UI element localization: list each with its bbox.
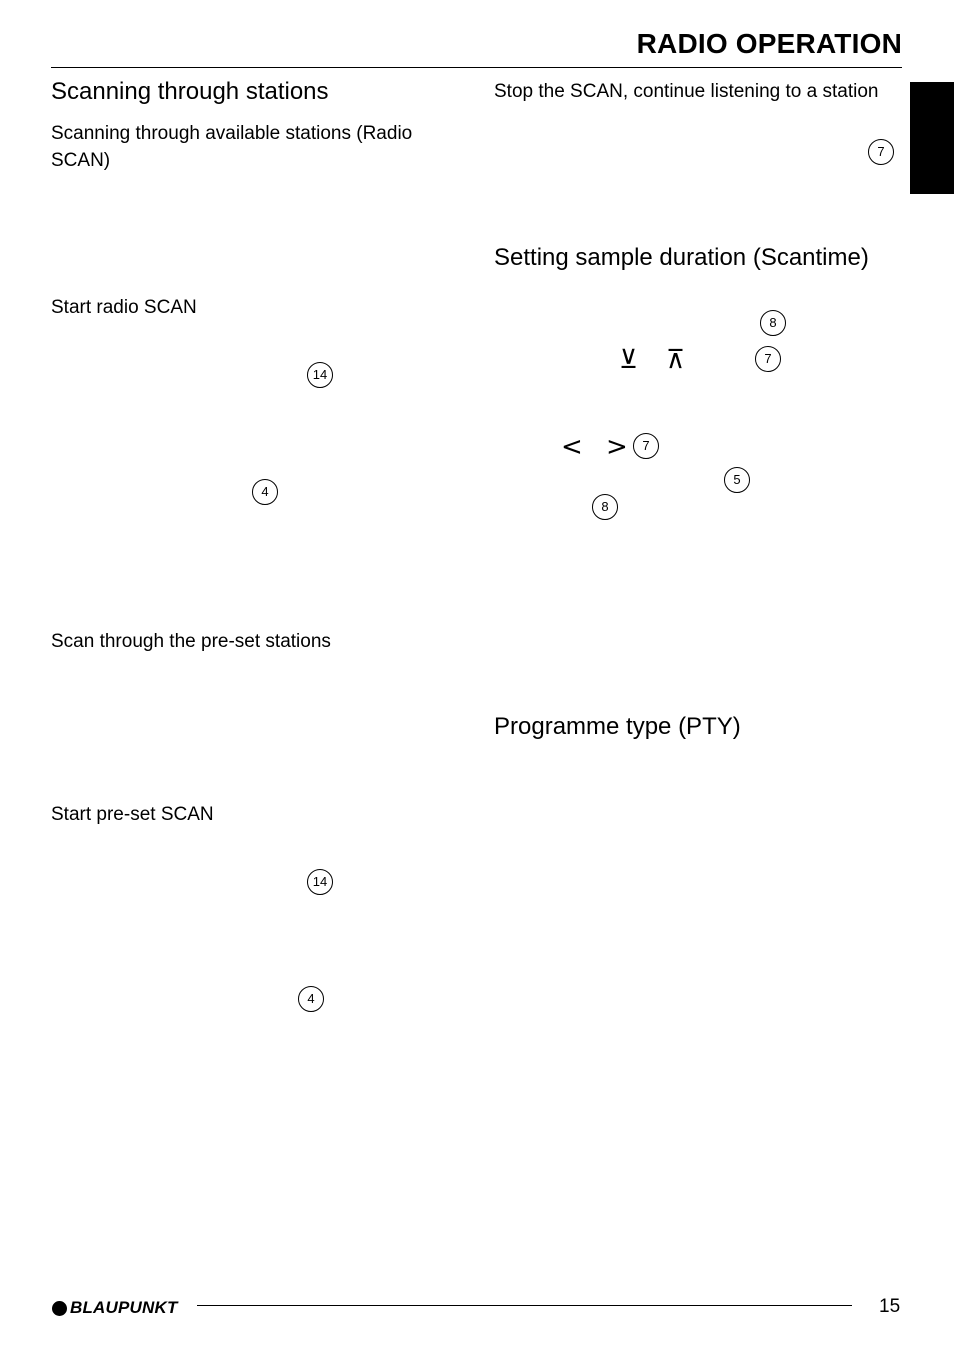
callout-4-radio-scan: 4 xyxy=(252,479,278,505)
left-arrow-icon: < xyxy=(561,432,583,462)
right-arrow-icon: > xyxy=(606,432,628,462)
callout-8-scantime-confirm: 8 xyxy=(592,494,618,520)
callout-14-radio-scan: 14 xyxy=(307,362,333,388)
section-tab-marker xyxy=(910,82,954,194)
callout-14-preset-scan: 14 xyxy=(307,869,333,895)
callout-4-preset-scan: 4 xyxy=(298,986,324,1012)
section-title-scanning: Scanning through stations xyxy=(51,78,329,105)
up-arrow-icon: ⊼ xyxy=(666,345,686,375)
brand-logo xyxy=(52,1298,178,1318)
subheading-start-radio-scan: Start radio SCAN xyxy=(51,297,197,318)
page-header-title: RADIO OPERATION xyxy=(636,28,902,59)
down-arrow-icon: ⊻ xyxy=(619,345,639,375)
subheading-radio-scan: Scanning through available stations (Radio SCAN) xyxy=(51,123,413,171)
callout-7-stop-scan: 7 xyxy=(868,139,894,165)
subheading-stop-scan: Stop the SCAN, continue listening to a station xyxy=(494,81,879,102)
callout-8-scantime: 8 xyxy=(760,310,786,336)
subheading-scan-preset: Scan through the pre-set stations xyxy=(51,631,331,652)
section-title-pty: Programme type (PTY) xyxy=(494,713,741,740)
logo-dot-icon xyxy=(52,1301,67,1316)
callout-5-scantime: 5 xyxy=(724,467,750,493)
header-rule xyxy=(51,67,902,68)
callout-7-scantime-lr: 7 xyxy=(633,433,659,459)
brand-logo-text: BLAUPUNKT xyxy=(70,1298,178,1317)
footer-rule xyxy=(197,1305,852,1306)
section-title-scantime: Setting sample duration (Scantime) xyxy=(494,244,869,271)
callout-7-scantime-arrows: 7 xyxy=(755,346,781,372)
subheading-start-preset-scan: Start pre-set SCAN xyxy=(51,804,214,825)
page-number: 15 xyxy=(879,1296,901,1317)
